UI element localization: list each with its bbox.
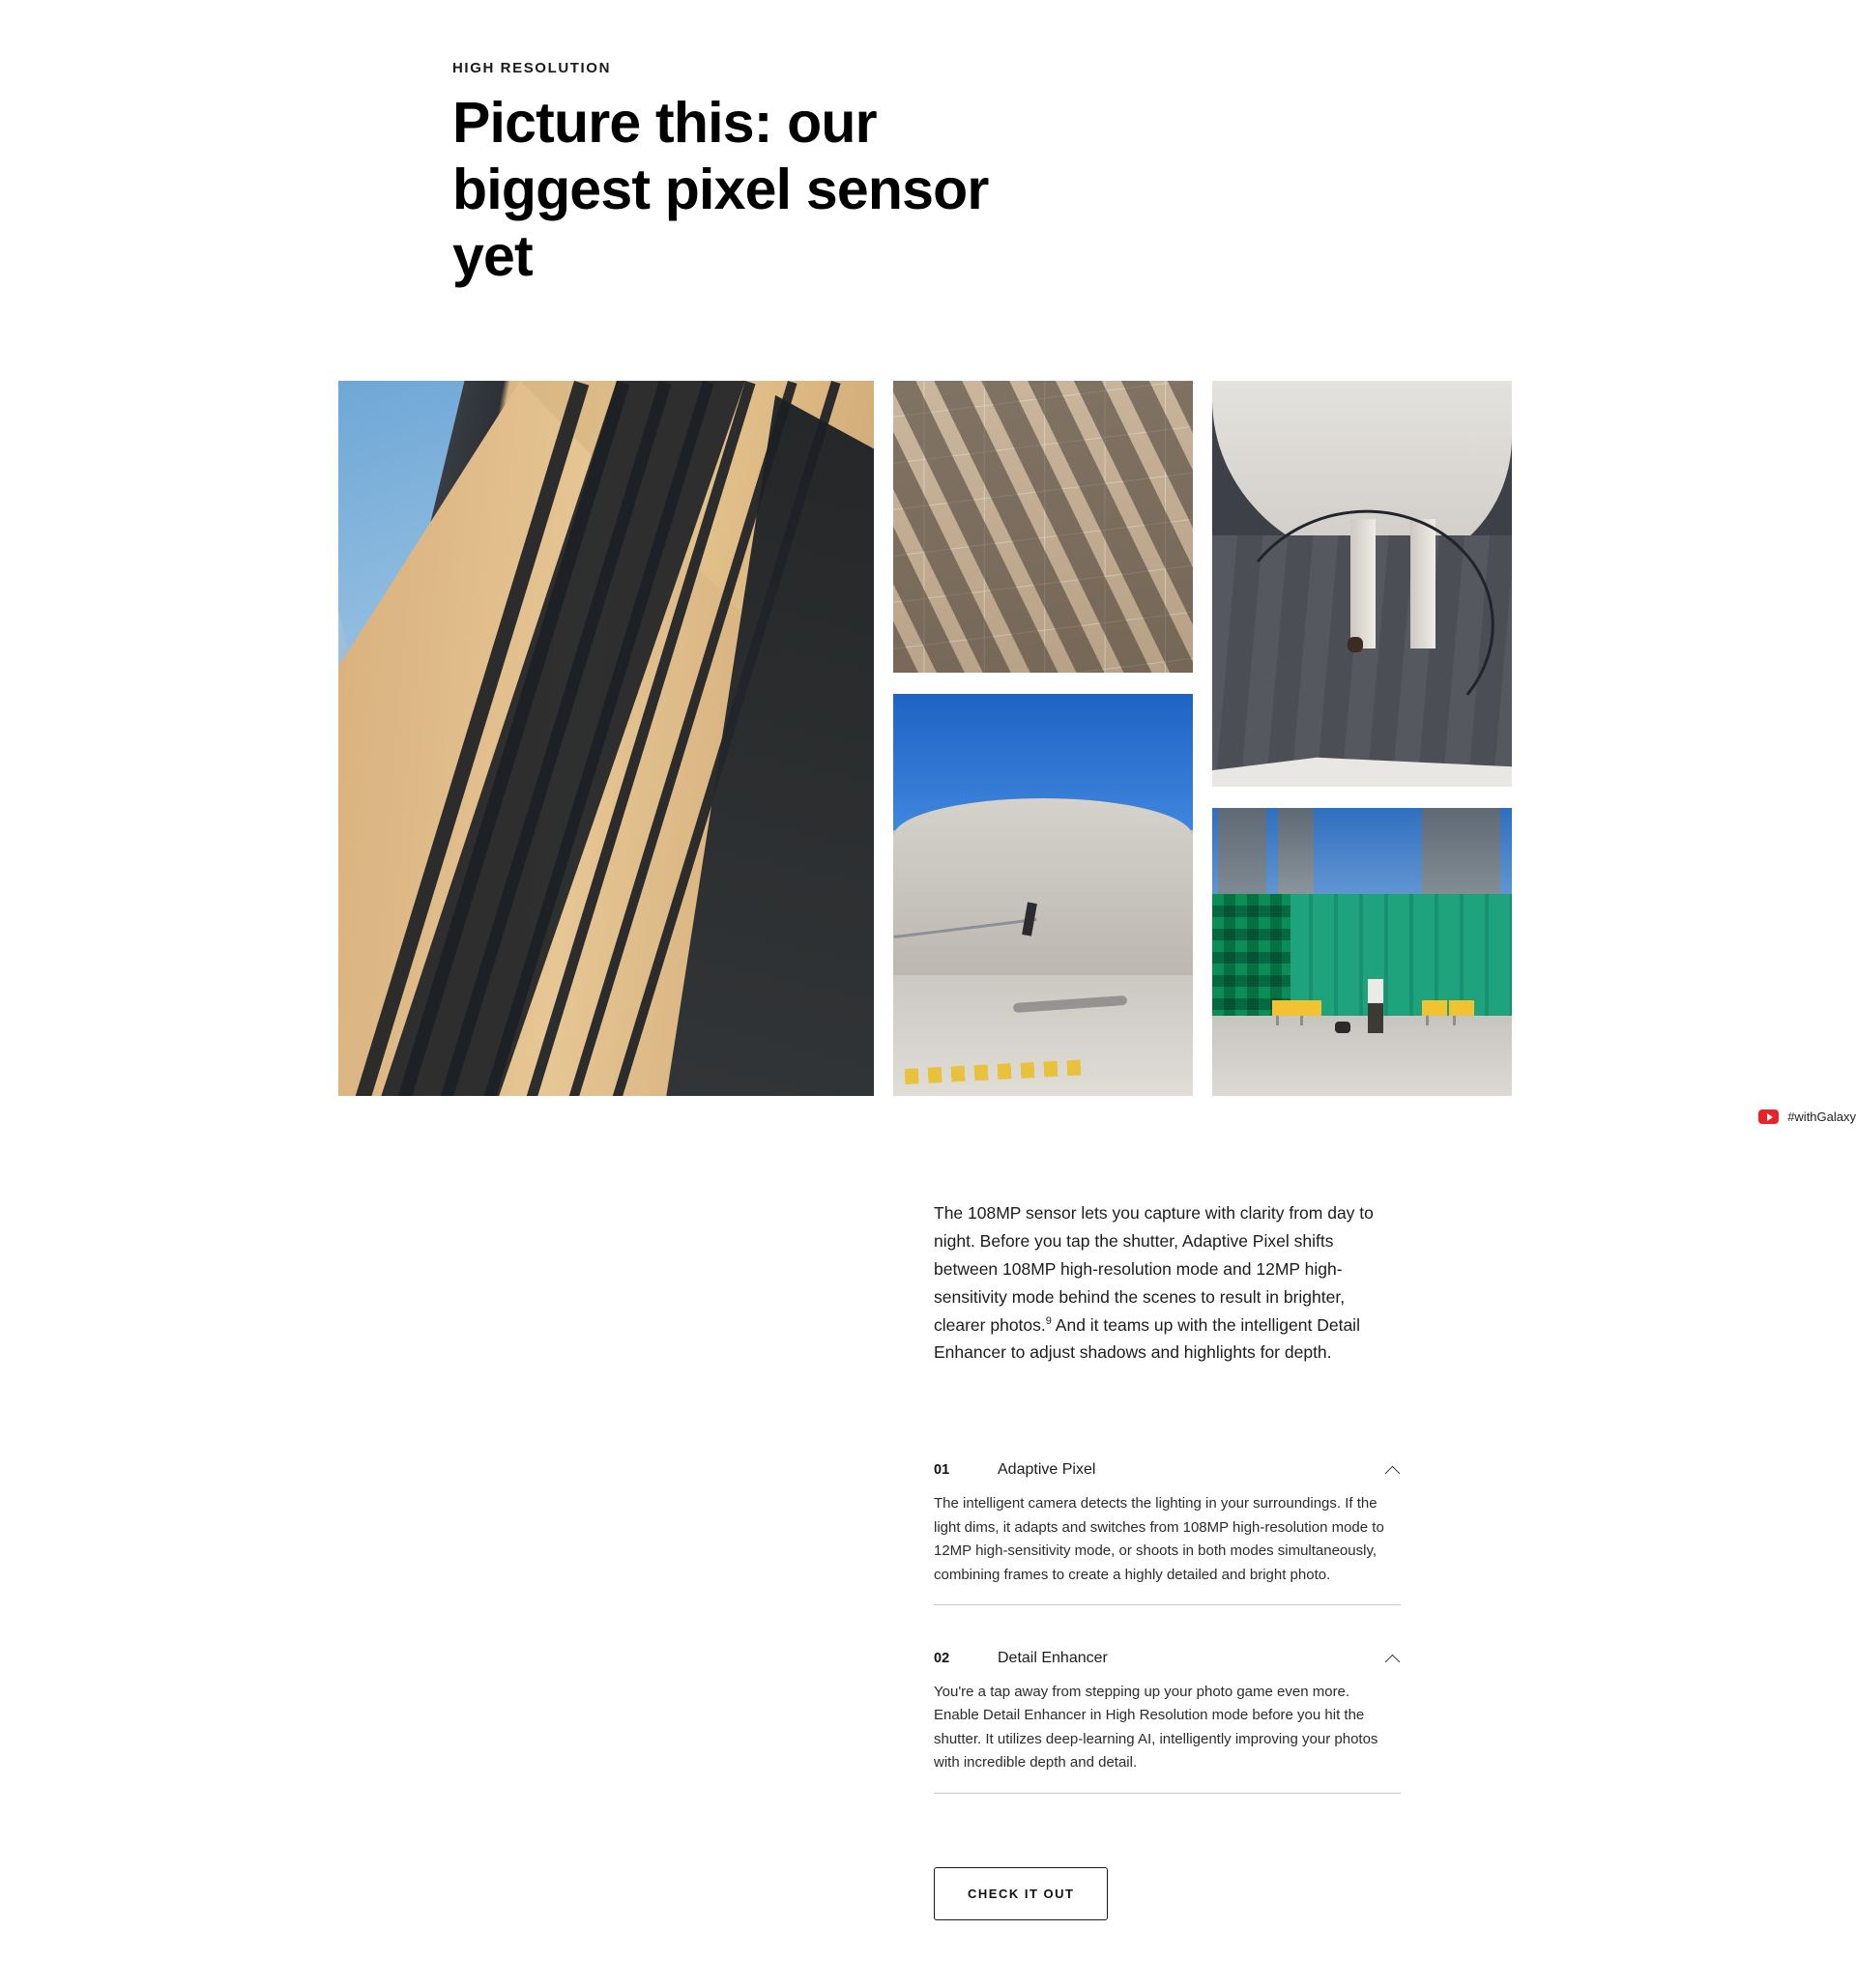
chevron-up-icon[interactable]	[1385, 1462, 1401, 1478]
footnote-marker: 9	[1045, 1314, 1052, 1327]
accordion-number-02: 02	[934, 1651, 950, 1667]
hashtag-label[interactable]: #withGalaxy	[1787, 1109, 1856, 1125]
photo-2-stripe-shadows	[893, 381, 1193, 673]
check-it-out-button[interactable]: CHECK IT OUT	[934, 1867, 1108, 1920]
photo-5-chair-2	[1296, 1000, 1321, 1016]
accordion-header-01[interactable]	[934, 1450, 1401, 1492]
content-column	[0, 1199, 1856, 1920]
accordion-item-02	[934, 1638, 1401, 1794]
accordion-title-01: Adaptive Pixel	[998, 1461, 1096, 1479]
page-title: Picture this: our biggest pixel sensor yet	[452, 91, 989, 289]
photo-gallery	[0, 381, 1856, 1124]
photo-5-dog	[1335, 1022, 1350, 1033]
feature-accordion	[934, 1450, 1401, 1794]
accordion-body-02: You're a tap away from stepping up your photo game even more. Enable Detail Enhancer in High Resolution mode before you hit the shutter. It utilizes deep-learning AI, intelligently improving your photos with incredible depth and detail.	[934, 1684, 1378, 1772]
intro-paragraph-part-1: The 108MP sensor lets you capture with clarity from day to night. Before you tap the shutter, Adaptive Pixel shifts between 108MP high-resolution mode and 12MP high-sensitivity mode behind the scenes to result in brighter, clearer photos.	[934, 1203, 1374, 1335]
accordion-item-01	[934, 1450, 1401, 1605]
eyebrow-label: HIGH RESOLUTION	[452, 60, 612, 76]
youtube-icon[interactable]	[1758, 1109, 1779, 1124]
accordion-title-02: Detail Enhancer	[998, 1650, 1108, 1667]
photo-credit	[1556, 1109, 1856, 1124]
accordion-header-02[interactable]	[934, 1638, 1401, 1681]
intro-paragraph	[934, 1199, 1388, 1367]
gallery-column-right	[1212, 381, 1512, 1096]
photo-5-person	[1368, 979, 1383, 1033]
photo-5-chair-3	[1422, 1000, 1447, 1016]
page-header	[0, 0, 1856, 290]
chevron-up-icon[interactable]	[1385, 1651, 1401, 1666]
gallery-column-middle	[893, 381, 1193, 1096]
photo-5-ground	[1212, 1016, 1512, 1096]
photo-5-chair-1	[1272, 1000, 1297, 1016]
gallery-photo-2[interactable]	[893, 381, 1193, 673]
photo-3-figure	[1348, 637, 1363, 652]
gallery-photo-4[interactable]	[893, 694, 1193, 1096]
accordion-body-01: The intelligent camera detects the lighting in your surroundings. If the light dims, it adapts and switches from 108MP high-resolution mode to 12MP high-sensitivity mode, or shoots in both modes simultaneously, combining frames to create a highly detailed and bright photo.	[934, 1495, 1384, 1583]
cta-container	[934, 1867, 1856, 1920]
gallery-photo-1[interactable]	[338, 381, 874, 1096]
intro-paragraph-part-2: And it teams up with the intelligent Detail Enhancer to adjust shadows and highlights for depth.	[934, 1314, 1360, 1363]
photo-4-wall	[893, 798, 1193, 992]
photo-5-building-b	[1278, 808, 1314, 894]
photo-5-chair-4	[1449, 1000, 1474, 1016]
gallery-photo-3[interactable]	[1212, 381, 1512, 787]
accordion-number-01: 01	[934, 1462, 950, 1479]
gallery-photo-5[interactable]	[1212, 808, 1512, 1096]
gallery-column-left	[338, 381, 874, 1096]
